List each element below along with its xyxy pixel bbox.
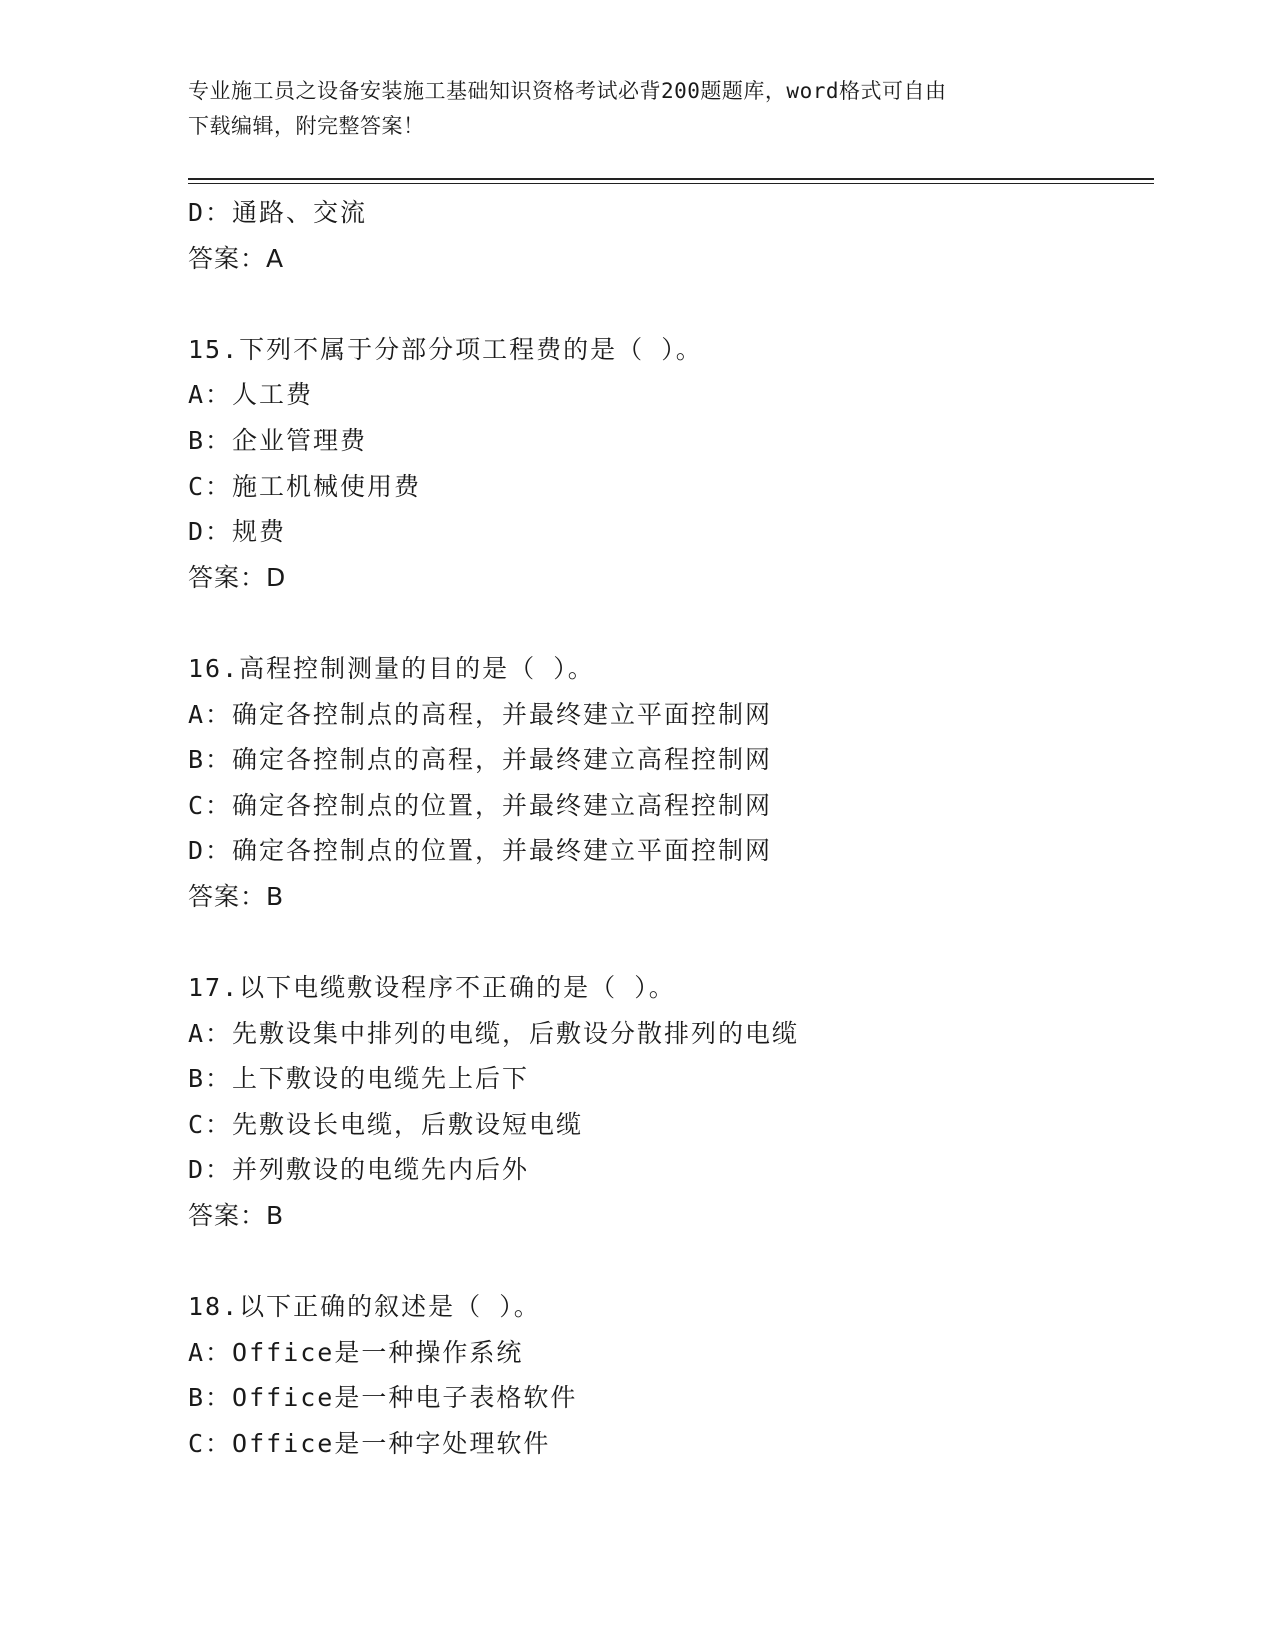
page-header: [188, 74, 1088, 144]
header-line-2: 下载编辑，附完整答案！: [188, 114, 425, 138]
question-stem: 16.高程控制测量的目的是（ ）。: [188, 653, 595, 683]
option-c: C：Office是一种字处理软件: [188, 1429, 551, 1459]
option-a: A：人工费: [188, 380, 314, 410]
question-stem: 17.以下电缆敷设程序不正确的是（ ）。: [188, 973, 676, 1003]
question-list: [188, 190, 1154, 1467]
option-a: A：Office是一种操作系统: [188, 1337, 524, 1367]
question-16: [188, 646, 1154, 920]
option-a: A：先敷设集中排列的电缆，后敷设分散排列的电缆: [188, 1018, 800, 1048]
option-c: C：施工机械使用费: [188, 471, 422, 501]
answer-line: 答案：B: [188, 881, 285, 911]
header-rule-thin: [188, 183, 1154, 184]
option-d: D：并列敷设的电缆先内后外: [188, 1155, 530, 1185]
option-b: B：企业管理费: [188, 425, 368, 455]
option-b: B：确定各控制点的高程，并最终建立高程控制网: [188, 745, 773, 775]
spacer: [188, 600, 1154, 646]
option-d: D：通路、交流: [188, 198, 368, 227]
answer-line: 答案：B: [188, 1201, 285, 1231]
question-stem: 15.下列不属于分部分项工程费的是（ ）。: [188, 334, 703, 364]
option-d: D：规费: [188, 517, 287, 547]
header-rule-thick: [188, 178, 1154, 180]
question-17: [188, 965, 1154, 1239]
header-line-1: 专业施工员之设备安装施工基础知识资格考试必背200题题库，word格式可自由: [188, 79, 947, 103]
spacer: [188, 920, 1154, 966]
spacer: [188, 1239, 1154, 1285]
prev-question-tail: [188, 190, 1154, 281]
option-c: C：先敷设长电缆，后敷设短电缆: [188, 1109, 584, 1139]
option-b: B：上下敷设的电缆先上后下: [188, 1064, 530, 1094]
spacer: [188, 281, 1154, 327]
option-b: B：Office是一种电子表格软件: [188, 1383, 578, 1413]
option-c: C：确定各控制点的位置，并最终建立高程控制网: [188, 790, 773, 820]
option-d: D：确定各控制点的位置，并最终建立平面控制网: [188, 836, 773, 866]
answer-line: 答案：A: [188, 243, 285, 273]
option-a: A：确定各控制点的高程，并最终建立平面控制网: [188, 699, 773, 729]
answer-line: 答案：D: [188, 562, 287, 592]
question-15: [188, 327, 1154, 601]
question-18: [188, 1284, 1154, 1466]
question-stem: 18.以下正确的叙述是（ ）。: [188, 1292, 541, 1322]
